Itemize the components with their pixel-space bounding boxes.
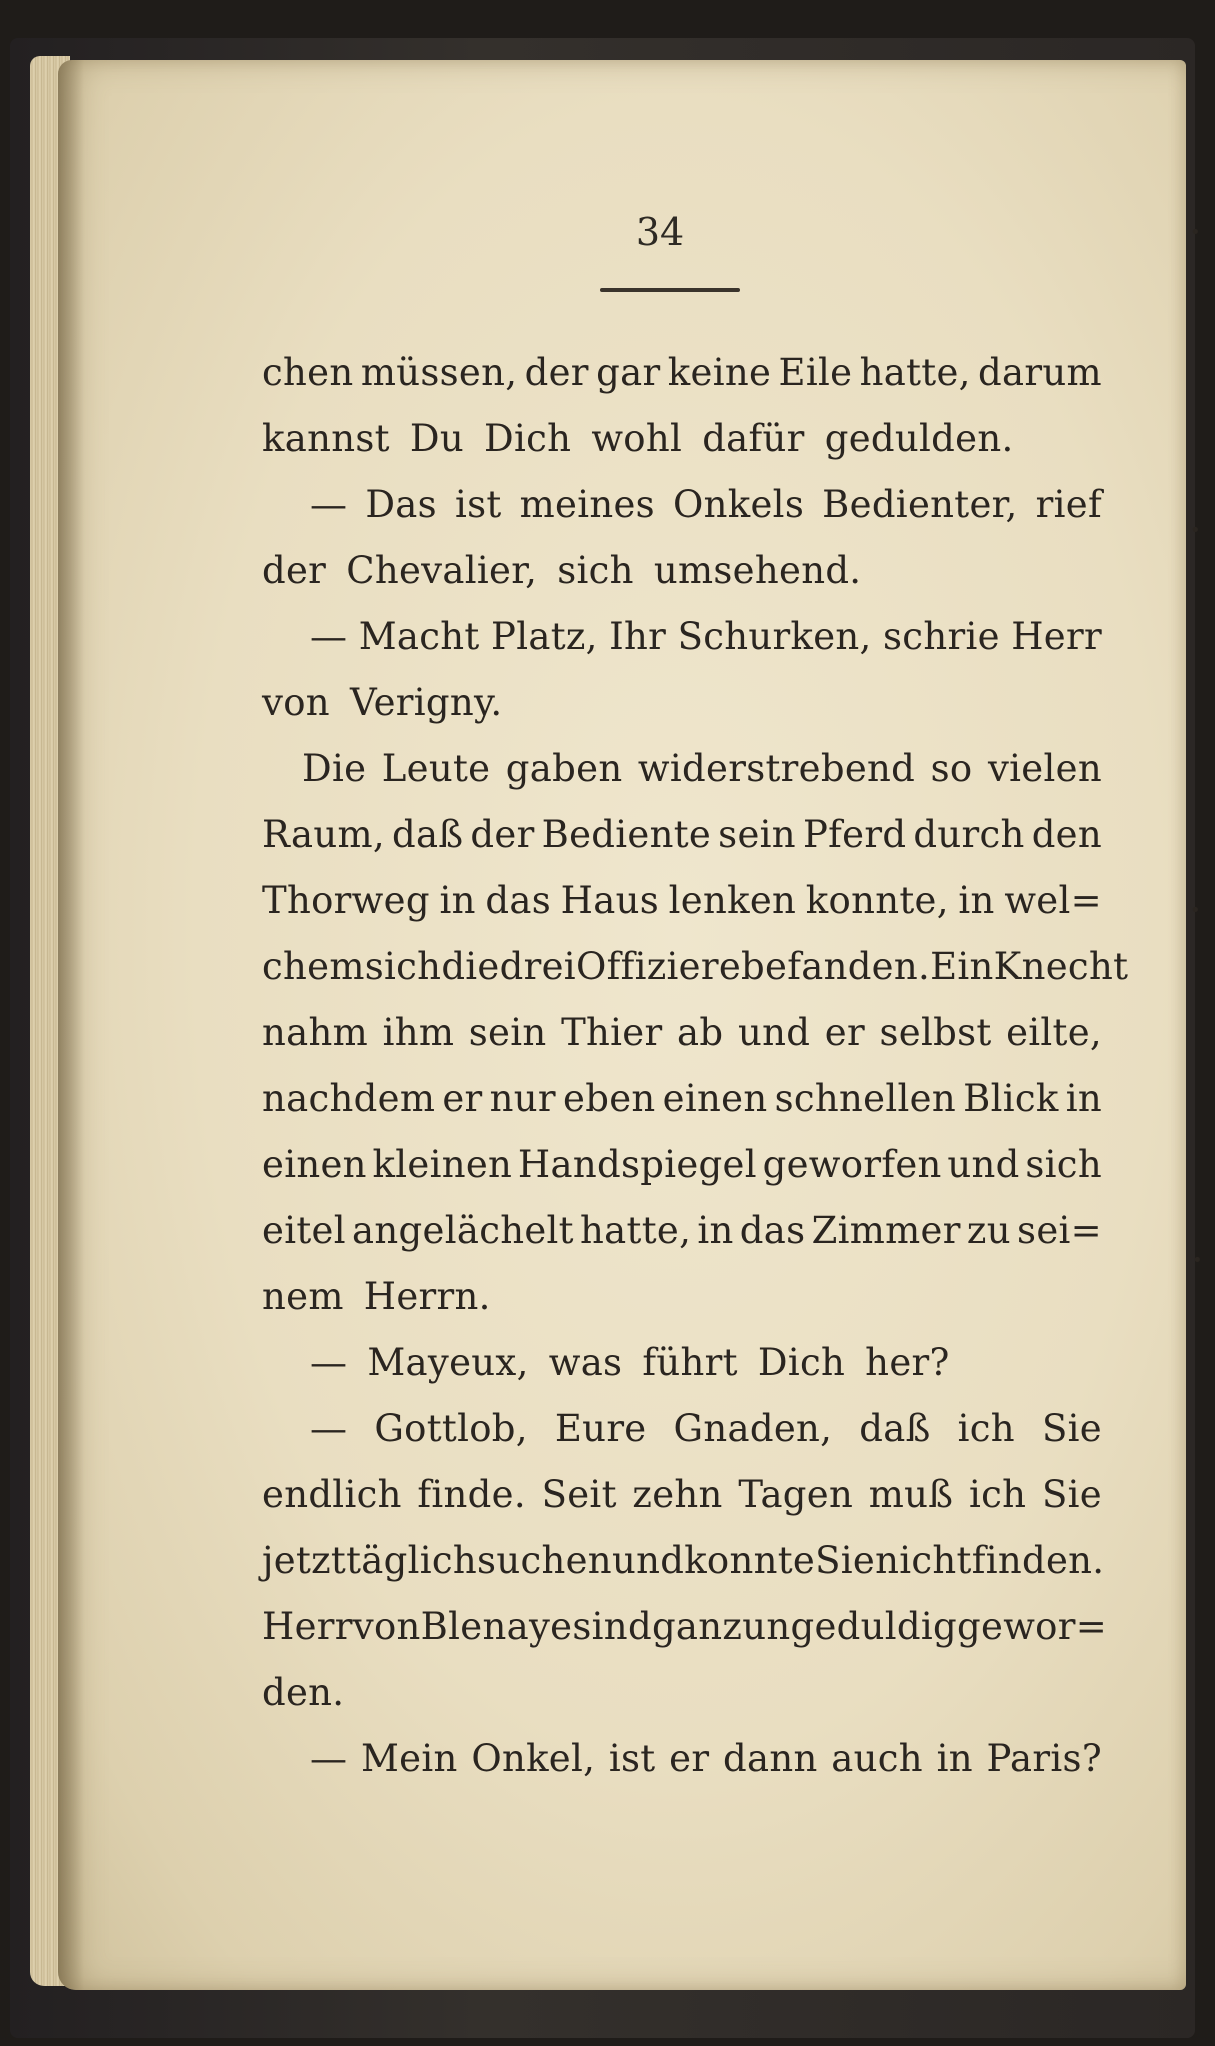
text-line: eitel angelächelt hatte, in das Zimmer zu sei= bbox=[262, 1209, 1102, 1252]
text-line: — Mayeux, was führt Dich her? bbox=[310, 1341, 950, 1384]
text-line: von Verigny. bbox=[262, 681, 503, 724]
header-rule bbox=[600, 288, 740, 292]
text-line: endlich finde. Seit zehn Tagen muß ich Sie bbox=[262, 1473, 1102, 1516]
text-line: Thorweg in das Haus lenken konnte, in wel= bbox=[262, 879, 1102, 922]
text-line: einen kleinen Handspiegel geworfen und sich bbox=[262, 1143, 1102, 1186]
edge-mark: • bbox=[1190, 520, 1201, 541]
text-line: nem Herrn. bbox=[262, 1275, 491, 1318]
text-line: Raum, daß der Bediente sein Pferd durch den bbox=[262, 813, 1102, 856]
text-line: chem sich die drei Offiziere befanden. Ein Knecht bbox=[262, 945, 1129, 988]
text-line: — Gottlob, Eure Gnaden, daß ich Sie bbox=[310, 1407, 1102, 1450]
text-line: — Macht Platz, Ihr Schurken, schrie Herr bbox=[310, 615, 1102, 658]
text-line: Herr von Blenaye sind ganz ungeduldig gewor= bbox=[262, 1605, 1108, 1648]
page-number: 34 bbox=[635, 210, 685, 254]
text-line: — Mein Onkel, ist er dann auch in Paris? bbox=[310, 1737, 1102, 1780]
text-line: nahm ihm sein Thier ab und er selbst eilte, bbox=[262, 1011, 1102, 1054]
edge-mark: • bbox=[1192, 1250, 1203, 1271]
spine-shadow bbox=[58, 60, 84, 1990]
text-line: — Das ist meines Onkels Bedienter, rief bbox=[310, 483, 1102, 526]
text-line: Die Leute gaben widerstrebend so vielen bbox=[302, 747, 1102, 790]
text-line: nachdem er nur eben einen schnellen Blick in bbox=[262, 1077, 1102, 1120]
text-line: chen müssen, der gar keine Eile hatte, darum bbox=[262, 351, 1102, 394]
edge-mark: • bbox=[1190, 222, 1201, 243]
text-line: den. bbox=[262, 1671, 345, 1714]
edge-mark: • bbox=[1190, 900, 1201, 921]
text-line: kannst Du Dich wohl dafür gedulden. bbox=[262, 417, 1014, 460]
text-line: jetzt täglich suchen und konnte Sie nicht finden. bbox=[262, 1539, 1105, 1582]
page-text bbox=[262, 340, 1129, 1792]
text-line: der Chevalier, sich umsehend. bbox=[262, 549, 862, 592]
